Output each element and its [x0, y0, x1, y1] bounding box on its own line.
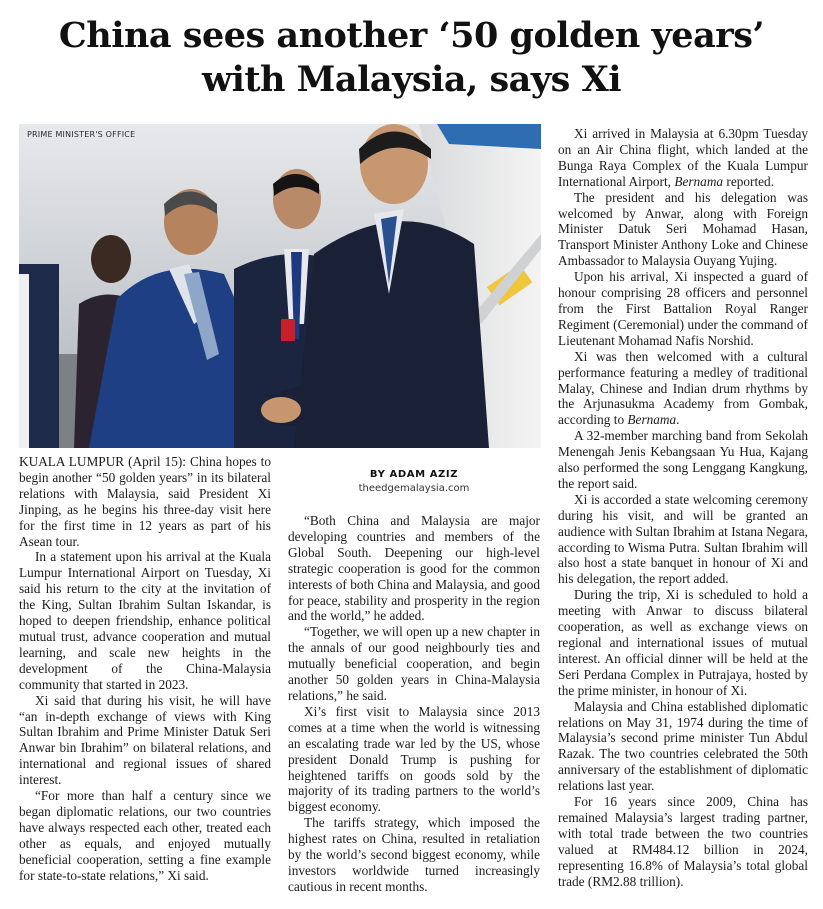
paragraph: “For more than half a century since we began diplomatic relations, our two countries have always respected each other, treated each other as equals, and enjoyed mutually beneficial cooperation, setting a fine example for state-to-state relations,” Xi said.: [19, 788, 271, 883]
paragraph: Malaysia and China established diplomatic relations on May 31, 1974 during the time of Malaysia’s second prime minister Tun Abdul Razak. The two countries celebrated the 50th anniversary of the establishment of diplomatic relations last year.: [558, 698, 808, 794]
paragraph: “Both China and Malaysia are major developing countries and members of the Global South. Deepening our high-level strategic cooperation is good for the common interests of both China and Malaysia, and good for peace, stability and prosperity in the region and the world,” he added.: [288, 513, 540, 624]
source-website: theedgemalaysia.com: [358, 483, 470, 494]
handshake-photo-illustration: [19, 124, 541, 448]
byline: [288, 469, 540, 494]
source-italic: Bernama: [627, 412, 677, 428]
paragraph: Xi’s first visit to Malaysia since 2013 comes at a time when the world is witnessing an escalating trade war led by the US, whose president Donald Trump is pushing for heightened tariffs on goods sold by the majority of its trading partners to the world’s biggest economy.: [288, 703, 540, 815]
paragraph: During the trip, Xi is scheduled to hold a meeting with Anwar to discuss bilateral cooperation, as well as exchange views on regional and international issues of mutual interest. An official dinner will be held at the Seri Perdana Complex in Putrajaya, hosted by the prime minister, in honour of Xi.: [558, 587, 808, 698]
paragraph: The tariffs strategy, which imposed the highest rates on China, resulted in retaliation by the world’s second biggest economy, while investors worldwide turned increasingly cautious in recent months.: [288, 815, 540, 894]
paragraph: [558, 349, 808, 429]
article-column-1: [19, 454, 271, 883]
article-column-3: [558, 126, 808, 890]
paragraph: For 16 years since 2009, China has remained Malaysia’s largest trading partner, with total trade between the two countries valued at RM484.12 billion in 2024, representing 16.8% of Malaysia’s total global trade (RM2.88 trillion).: [558, 794, 808, 889]
paragraph: KUALA LUMPUR (April 15): China hopes to begin another “50 golden years” in its bilateral relations with Malaysia, said President Xi Jinping, as he begins his three-day visit here for the first time in 12 years as part of his Asean tour.: [19, 454, 271, 549]
article-photo: [19, 124, 541, 448]
paragraph: Xi said that during his visit, he will have “an in-depth exchange of views with King Sultan Ibrahim and Prime Minister Datuk Seri Anwar bin Ibrahim” on bilateral relations, and international and regional issues of shared interest.: [19, 692, 271, 788]
paragraph: In a statement upon his arrival at the Kuala Lumpur International Airport on Tuesday, Xi said his return to the city at the invitation of the King, Sultan Ibrahim Sultan Iskandar, is hoped to deepen friendship, enhance political mutual trust, advance cooperation and mutual learning, and scale new heights in the development of the China-Malaysia community that started in 2023.: [19, 549, 271, 692]
text-span: Xi was then welcomed with a cultural performance featuring a medley of traditional Malay, Chinese and Indian drum rhythms by the Arjunasukma Academy from Gombak, according to: [558, 348, 808, 428]
article-column-2: [288, 513, 540, 895]
paragraph: The president and his delegation was welcomed by Anwar, along with Foreign Minister Datuk Seri Mohamad Hasan, Transport Minister Anthony Loke and Chinese Ambassador to Malaysia Ouyang Yujing.: [558, 189, 808, 269]
photo-credit: PRIME MINISTER'S OFFICE: [27, 130, 136, 139]
paragraph: A 32-member marching band from Sekolah Menengah Jenis Kebangsaan Yu Hua, Kajang also performed the song Lenggang Kangkung, the report said.: [558, 428, 808, 491]
text-span: Xi arrived in Malaysia at 6.30pm Tuesday on an Air China flight, which landed at the Bunga Raya Complex of the Kuala Lumpur International Airport,: [558, 126, 808, 189]
paragraph: [558, 126, 808, 190]
text-span: reported.: [723, 173, 775, 189]
author-name: BY ADAM AZIZ: [369, 469, 459, 480]
headline-line-2: with Malaysia, says Xi: [201, 59, 622, 100]
article-headline: [0, 14, 823, 102]
headline-line-1: China sees another ‘50 golden years’: [58, 15, 765, 56]
text-span: .: [676, 412, 680, 428]
paragraph: Upon his arrival, Xi inspected a guard of honour comprising 28 officers and personnel from the First Battalion Royal Ranger Regiment (Ceremonial) under the command of Lieutenant Mohamad Nafis Norshid.: [558, 269, 808, 348]
paragraph: “Together, we will open up a new chapter in the annals of our good neighbourly ties and mutually beneficial cooperation, and begin another 50 golden years in China-Malaysia relations,” he said.: [288, 624, 540, 703]
source-italic: Bernama: [674, 173, 724, 189]
paragraph: Xi is accorded a state welcoming ceremony during his visit, and will be granted an audience with Sultan Ibrahim at Istana Negara, according to Wisma Putra. Sultan Ibrahim will also host a state banquet in honour of Xi and his delegation, the report added.: [558, 491, 808, 587]
